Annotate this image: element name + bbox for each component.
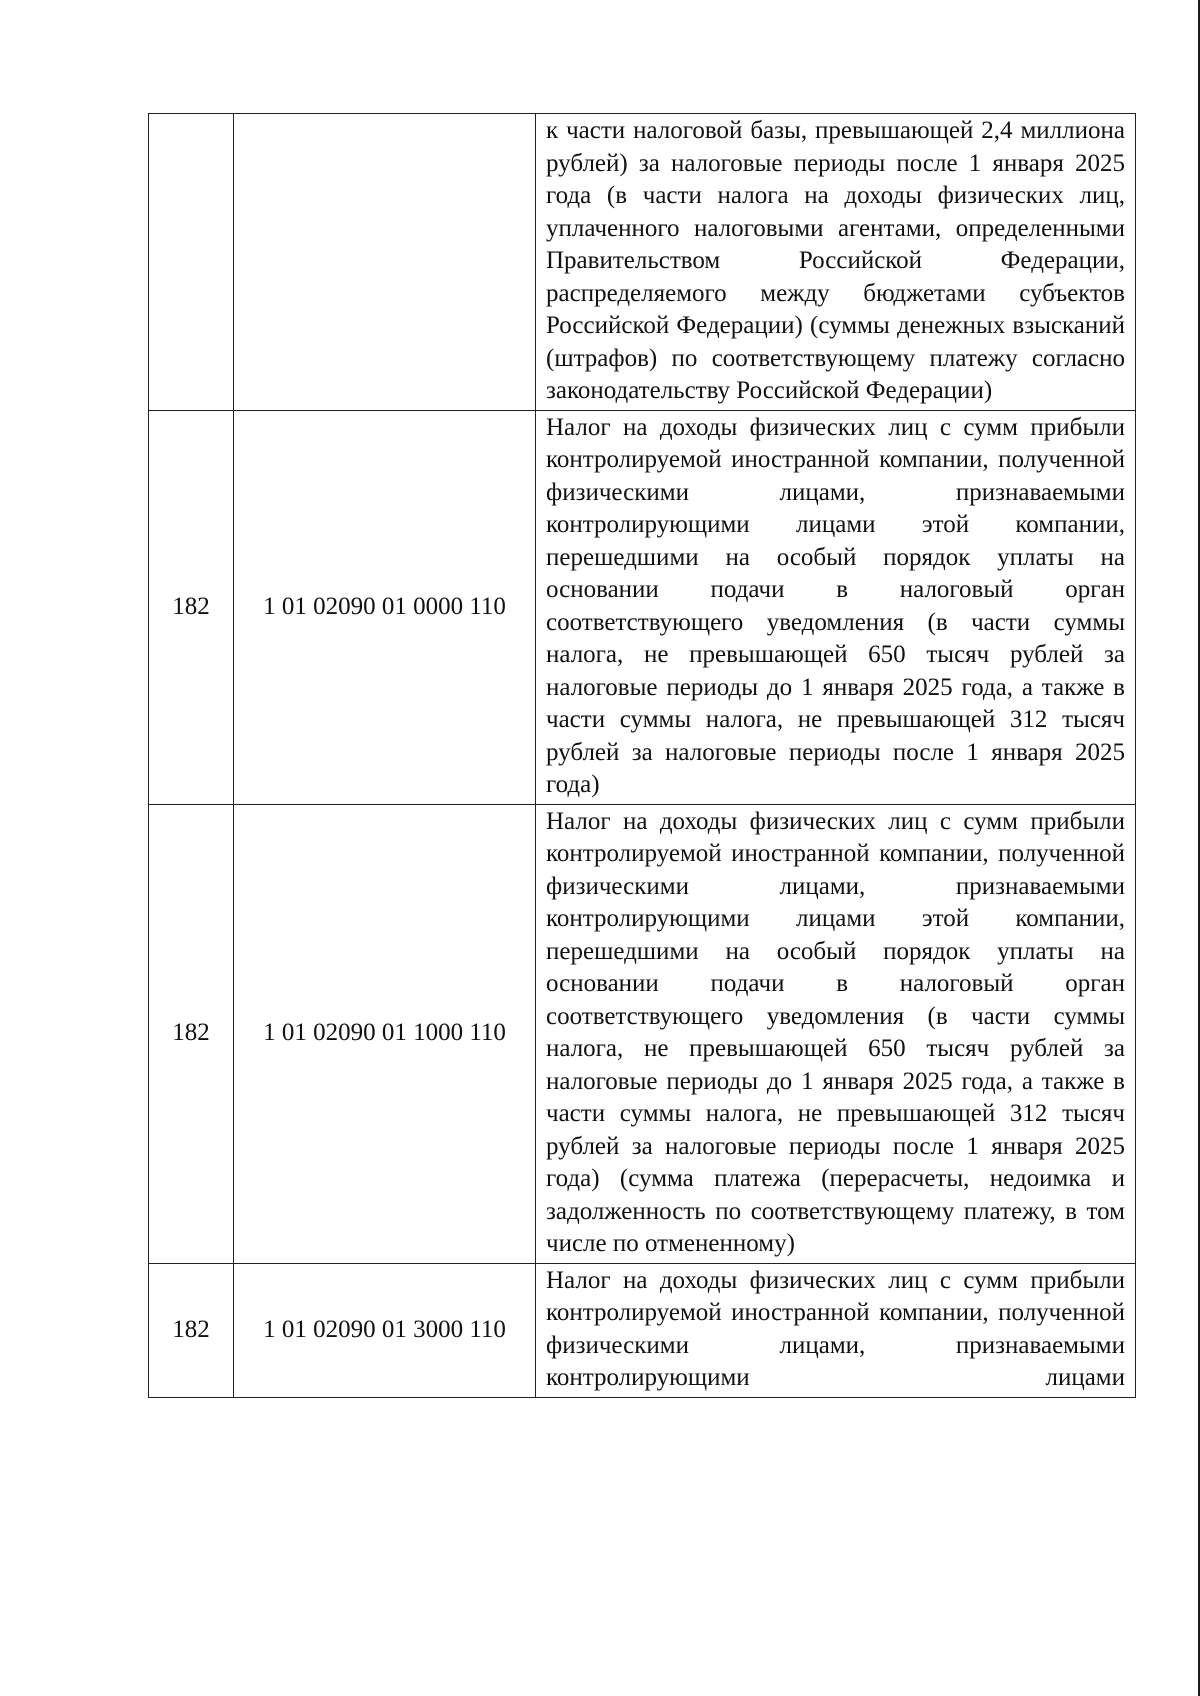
description-cell: Налог на доходы физических лиц с сумм прибыли контролируемой иностранной компании, полученной физическими лицами, признаваемыми контролирующими лицами этой компании, перешедшими на особый порядок уплаты на основании подачи в налоговый орган соответствующего уведомления (в части суммы налога, не превышающей 650 тысяч рублей за налоговые периоды до 1 января 2025 года, а также в части суммы налога, не превышающей 312 тысяч рублей за налоговые периоды после 1 января 2025 года): [536, 410, 1136, 804]
table-row: [149, 410, 1136, 804]
description-cell: Налог на доходы физических лиц с сумм прибыли контролируемой иностранной компании, полученной физическими лицами, признаваемыми контролирующими лицами этой компании, перешедшими на особый порядок уплаты на основании подачи в налоговый орган соответствующего уведомления (в части суммы налога, не превышающей 650 тысяч рублей за налоговые периоды до 1 января 2025 года, а также в части суммы налога, не превышающей 312 тысяч рублей за налоговые периоды после 1 января 2025 года) (сумма платежа (перерасчеты, недоимка и задолженность по соответствующему платежу, в том числе по отмененному): [536, 804, 1136, 1263]
table-row: [149, 804, 1136, 1263]
budget-code-cell: 1 01 02090 01 1000 110: [234, 804, 536, 1263]
budget-code-cell: 1 01 02090 01 3000 110: [234, 1263, 536, 1397]
admin-code-cell: [149, 114, 234, 411]
budget-codes-table: [148, 113, 1136, 1398]
table-row: [149, 1263, 1136, 1397]
admin-code-cell: 182: [149, 804, 234, 1263]
admin-code-cell: 182: [149, 410, 234, 804]
description-cell: Налог на доходы физических лиц с сумм прибыли контролируемой иностранной компании, полученной физическими лицами, признаваемыми контролирующими лицами: [536, 1263, 1136, 1397]
table-row: [149, 114, 1136, 411]
budget-code-cell: [234, 114, 536, 411]
budget-code-cell: 1 01 02090 01 0000 110: [234, 410, 536, 804]
admin-code-cell: 182: [149, 1263, 234, 1397]
description-cell: к части налоговой базы, превышающей 2,4 миллиона рублей) за налоговые периоды после 1 января 2025 года (в части налога на доходы физических лиц, уплаченного налоговыми агентами, определенными Правительством Российской Федерации, распределяемого между бюджетами субъектов Российской Федерации) (суммы денежных взысканий (штрафов) по соответствующему платежу согласно законодательству Российской Федерации): [536, 114, 1136, 411]
